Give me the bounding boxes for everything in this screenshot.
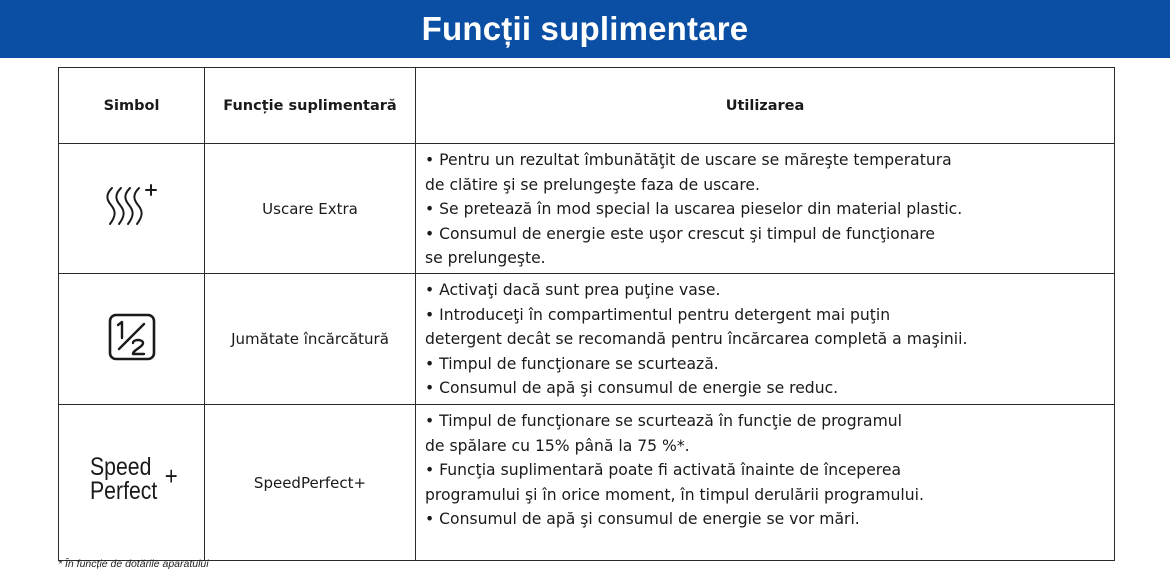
speedperfect-icon-plus: +	[164, 460, 178, 491]
usage-line: • Funcţia suplimentară poate fi activată înainte de începerea	[425, 461, 902, 479]
speedperfect-icon	[89, 452, 178, 507]
usage-cell	[416, 405, 1115, 561]
function-name: SpeedPerfect+	[205, 405, 416, 561]
table-row	[59, 144, 1115, 274]
usage-line: detergent decât se recomandă pentru încărcarea completă a maşinii.	[425, 330, 968, 348]
speedperfect-icon-line1: Speed	[89, 452, 151, 481]
table-header-row	[59, 68, 1115, 144]
usage-line: • Consumul de apă şi consumul de energie se vor mări.	[425, 510, 860, 528]
usage-line: se prelungeşte.	[425, 249, 546, 267]
usage-line: • Consumul de apă şi consumul de energie se reduc.	[425, 379, 839, 397]
page-title-banner	[0, 0, 1170, 58]
usage-line: • Introduceţi în compartimentul pentru detergent mai puţin	[425, 305, 891, 324]
symbol-cell	[59, 405, 205, 561]
extra-dry-icon	[102, 182, 162, 232]
usage-line: programului şi în orice moment, în timpul derulării programului.	[425, 485, 924, 504]
footnote: * În funcție de dotările aparatului	[58, 558, 209, 570]
usage-cell	[416, 274, 1115, 405]
usage-line: • Timpul de funcţionare se scurtează în funcţie de programul	[425, 412, 902, 430]
symbol-cell	[59, 274, 205, 405]
header-symbol: Simbol	[59, 68, 205, 144]
usage-cell	[416, 144, 1115, 274]
header-usage: Utilizarea	[416, 68, 1115, 144]
function-name: Uscare Extra	[205, 144, 416, 274]
function-name: Jumătate încărcătură	[205, 274, 416, 405]
half-load-icon	[107, 312, 157, 362]
usage-line: • Pentru un rezultat îmbunătăţit de uscare se măreşte temperatura	[425, 151, 952, 169]
usage-line: • Timpul de funcţionare se scurtează.	[425, 354, 719, 373]
usage-line: de spălare cu 15% până la 75 %*.	[425, 436, 690, 455]
usage-line: • Consumul de energie este uşor crescut şi timpul de funcţionare	[425, 224, 935, 243]
usage-line: de clătire şi se prelungeşte faza de uscare.	[425, 175, 760, 194]
table-row	[59, 405, 1115, 561]
header-function: Funcție suplimentară	[205, 68, 416, 144]
symbol-cell	[59, 144, 205, 274]
speedperfect-icon-line2: Perfect	[89, 476, 157, 505]
table-row	[59, 274, 1115, 405]
usage-line: • Se pretează în mod special la uscarea pieselor din material plastic.	[425, 200, 963, 218]
usage-line: • Activaţi dacă sunt prea puţine vase.	[425, 281, 721, 299]
page-title: Funcții suplimentare	[421, 10, 749, 47]
functions-table	[58, 67, 1115, 561]
